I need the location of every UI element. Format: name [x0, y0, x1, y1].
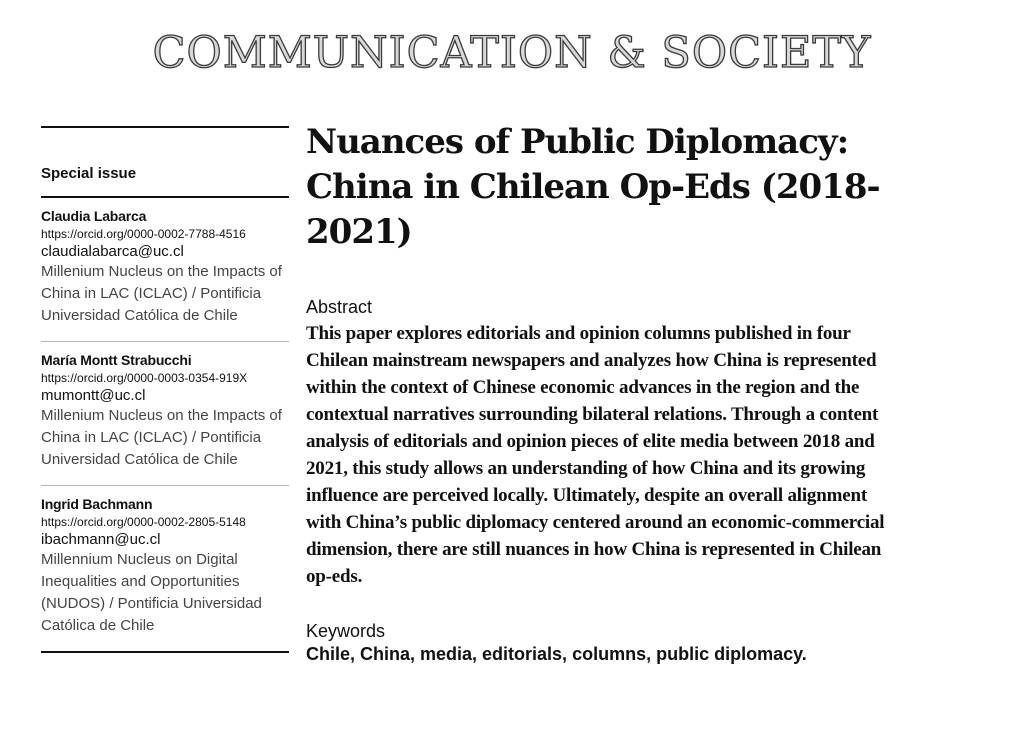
orcid-link[interactable]: https://orcid.org/0000-0002-7788-4516	[41, 227, 246, 241]
section-label: Special issue	[41, 165, 137, 182]
author-name: Claudia Labarca	[41, 208, 147, 224]
email-link[interactable]: mumontt@uc.cl	[41, 387, 146, 404]
orcid-link[interactable]: https://orcid.org/0000-0002-2805-5148	[41, 515, 246, 529]
author-sidebar	[41, 126, 289, 653]
author-affiliation: Millennium Nucleus on Digital Inequalities and Opportunities (NUDOS) / Pontificia Universidad Católica de Chile	[41, 551, 262, 634]
article-main	[306, 120, 906, 665]
author-block	[41, 198, 289, 341]
article-title: Nuances of Public Diplomacy: China in Chilean Op-Eds (2018-2021)	[306, 122, 880, 252]
orcid-link[interactable]: https://orcid.org/0000-0003-0354-919X	[41, 371, 248, 385]
journal-title: COMMUNICATION & SOCIETY	[152, 28, 872, 78]
author-affiliation: Millenium Nucleus on the Impacts of China in LAC (ICLAC) / Pontificia Universidad Católica de Chile	[41, 407, 282, 468]
divider	[41, 126, 289, 128]
author-name: Ingrid Bachmann	[41, 496, 153, 512]
author-affiliation: Millenium Nucleus on the Impacts of China in LAC (ICLAC) / Pontificia Universidad Católica de Chile	[41, 263, 282, 324]
author-block	[41, 486, 289, 651]
divider	[41, 651, 289, 653]
abstract-heading: Abstract	[306, 297, 373, 317]
abstract-text: This paper explores editorials and opinion columns published in four Chilean mainstream newspapers and analyzes how China is represented within the context of Chinese economic advances in the region and the contextual narratives surrounding bilateral relations. Through a content analysis of editorials and opinion pieces of elite media between 2018 and 2021, this study allows an understanding of how China and its growing influence are perceived locally. Ultimately, despite an overall alignment with China’s public diplomacy centered around an economic-commercial dimension, there are still nuances in how China is represented in Chilean op-eds.	[306, 323, 885, 587]
author-block	[41, 342, 289, 485]
email-link[interactable]: claudialabarca@uc.cl	[41, 243, 184, 260]
email-link[interactable]: ibachmann@uc.cl	[41, 531, 161, 548]
keywords-text: Chile, China, media, editorials, columns, public diplomacy.	[306, 644, 807, 664]
author-name: María Montt Strabucchi	[41, 352, 192, 368]
keywords-heading: Keywords	[306, 621, 386, 641]
